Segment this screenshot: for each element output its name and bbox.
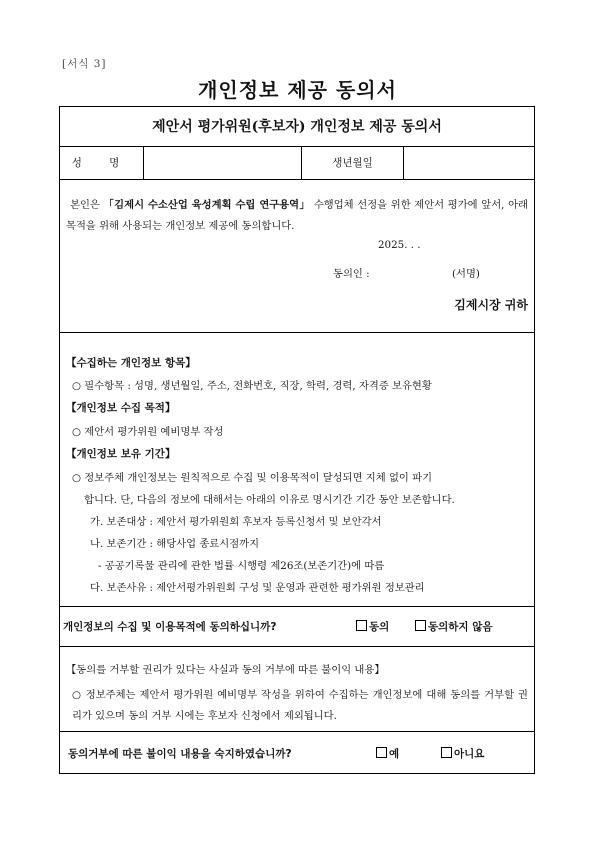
disagree-checkbox[interactable] xyxy=(415,619,493,634)
agree-checkbox[interactable] xyxy=(356,619,389,634)
addressee: 김제시장 귀하 xyxy=(454,298,528,312)
retention-line-2: 합니다. 단, 다음의 정보에 대해서는 아래의 이유로 명시기간 기간 동안 보존합니다. xyxy=(84,494,455,506)
acknowledge-question: 동의거부에 따른 불이익 내용을 숙지하였습니까? xyxy=(68,748,292,760)
checkbox-icon xyxy=(415,620,426,631)
purpose-heading: 【개인정보 수집 목적】 xyxy=(66,402,176,414)
checkbox-icon xyxy=(356,620,367,631)
no-checkbox[interactable] xyxy=(441,746,484,761)
signer-label: 동의인 : xyxy=(333,268,370,280)
name-field[interactable] xyxy=(144,147,302,180)
yes-checkbox[interactable] xyxy=(376,746,399,761)
refusal-heading: 【동의를 거부할 권리가 있다는 사실과 동의 거부에 따른 불이익 내용】 xyxy=(66,664,385,676)
project-name: 「김제시 수소산업 육성계획 수립 연구용역」 xyxy=(103,199,311,211)
checkbox-icon xyxy=(441,747,452,758)
birthdate-field[interactable] xyxy=(404,147,534,180)
retention-period: 나. 보존기간 : 해당사업 종료시점까지 xyxy=(90,538,260,550)
consent-question-row xyxy=(60,607,534,647)
purpose-text: ○ 제안서 평가위원 예비명부 작성 xyxy=(72,426,224,438)
agree-label: 동의 xyxy=(369,621,390,633)
birthdate-label: 생년월일 xyxy=(302,147,404,180)
refusal-text: ○ 정보주체는 제안서 평가위원 예비명부 작성을 위하여 수집하는 개인정보에 대해 동의를 거부할 권리가 있으며 동의 거부 시에는 후보자 신청에서 제외됩니다. xyxy=(72,689,528,722)
retention-reason: 다. 보존사유 : 제안서평가위원회 구성 및 운영과 관련한 평가위원 정보관리 xyxy=(90,582,425,594)
retention-period-note: - 공공기록물 관리에 관한 법률 시행령 제26조(보존기간)에 따름 xyxy=(98,560,385,572)
consent-suffix: 수행업체 선정을 위한 제안서 평가에 앞서, 아래 목적을 위해 사용되는 개인정보 제공에 동의합니다. xyxy=(66,199,528,232)
retention-target: 가. 보존대상 : 제안서 평가위원회 후보자 등록신청서 및 보안각서 xyxy=(90,516,382,528)
collected-items-heading: 【수집하는 개인정보 항목】 xyxy=(66,357,196,369)
checkbox-icon xyxy=(376,747,387,758)
consent-statement-section xyxy=(60,180,534,333)
form-code: [서식 3] xyxy=(62,58,107,70)
consent-prefix: 본인은 xyxy=(70,199,104,211)
form-subtitle: 제안서 평가위원(후보자) 개인정보 제공 동의서 xyxy=(60,107,534,147)
collected-items-text: ○ 필수항목 : 성명, 생년월일, 주소, 전화번호, 직장, 학력, 경력, 자격증 보유현황 xyxy=(72,380,432,392)
applicant-info-row xyxy=(60,147,534,180)
yes-label: 예 xyxy=(389,748,400,760)
consent-date[interactable]: 2025. . . xyxy=(378,239,421,251)
refusal-right-section xyxy=(60,647,534,732)
acknowledge-question-row xyxy=(60,732,534,775)
signature-mark[interactable]: (서명) xyxy=(452,268,480,280)
retention-line-1: ○ 정보주체 개인정보는 원칙적으로 수집 및 이용목적이 달성되면 지체 없이 파기 xyxy=(72,472,433,484)
consent-form xyxy=(59,106,535,774)
page-title: 개인정보 제공 동의서 xyxy=(198,78,397,102)
consent-statement xyxy=(66,195,528,237)
name-label: 성 명 xyxy=(60,147,144,180)
retention-heading: 【개인정보 보유 기간】 xyxy=(66,448,176,460)
consent-question: 개인정보의 수집 및 이용목적에 동의하십니까? xyxy=(63,621,277,633)
disagree-label: 동의하지 않음 xyxy=(428,621,493,633)
no-label: 아니요 xyxy=(454,748,485,760)
privacy-info-section xyxy=(60,333,534,607)
